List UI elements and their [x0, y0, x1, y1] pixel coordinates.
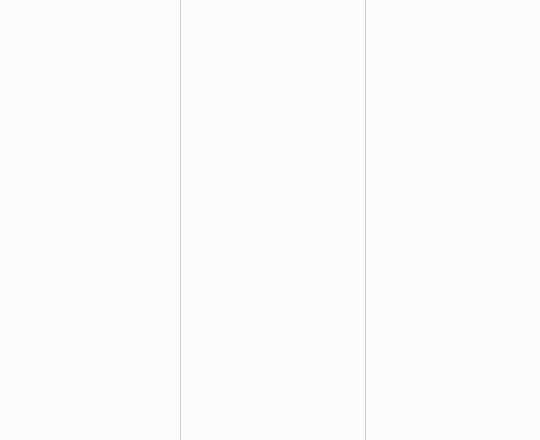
column-1	[0, 0, 178, 440]
column-2	[183, 0, 363, 440]
column-rule	[365, 0, 366, 440]
column-3	[368, 0, 540, 440]
column-rule	[180, 0, 181, 440]
